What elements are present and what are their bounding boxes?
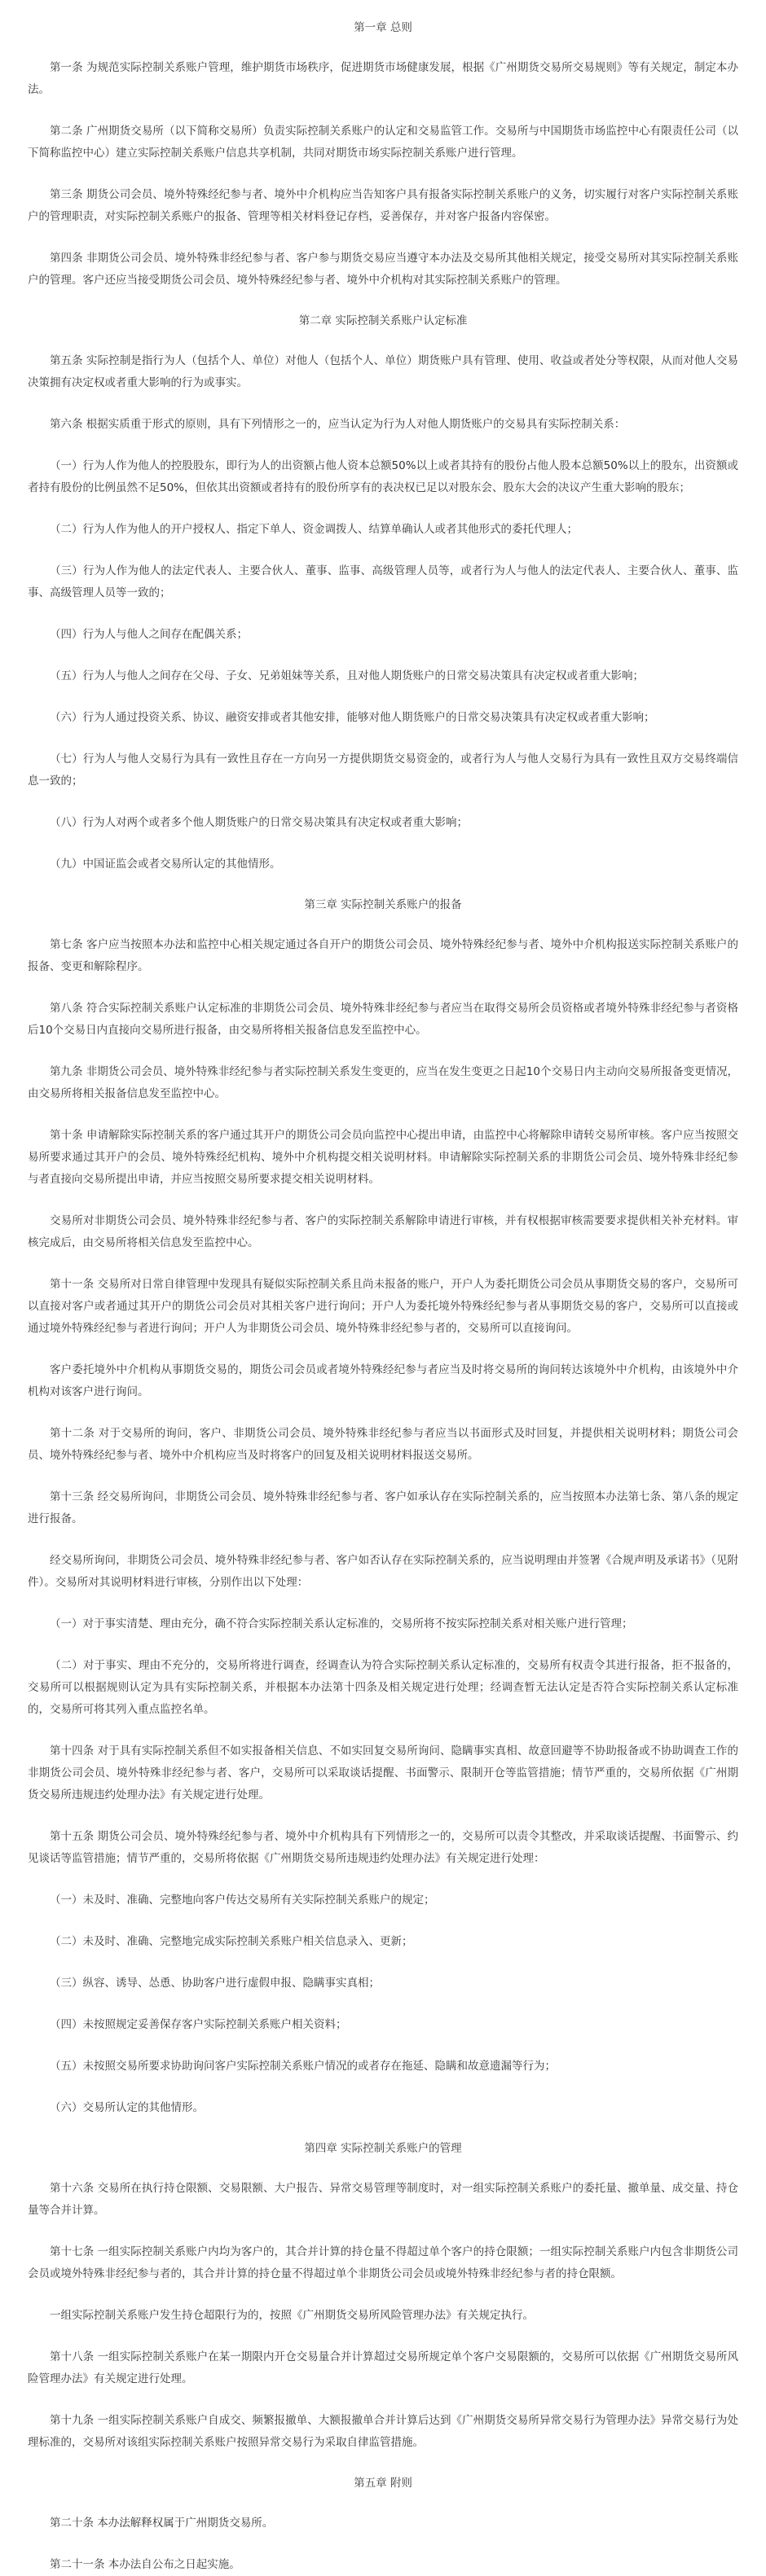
article-6-item-9: （九）中国证监会或者交易所认定的其他情形。 bbox=[50, 858, 281, 871]
article-11-para-2: 客户委托境外中介机构从事期货交易的，期货公司会员或者境外特殊经纪参与者应当及时将交易所的询问转达该境外中介机构，由该境外中介机构对该客户进行询问。 bbox=[28, 1363, 738, 1398]
article-13-item-2: （二）对于事实、理由不充分的，交易所将进行调查，经调查认为符合实际控制关系认定标准的，交易所有权责令其进行报备，拒不报备的，交易所可以根据规则认定为具有实际控制关系，并根据本办法第十四条及相关规定进行处理；经调查暂无法认定是否符合实际控制关系认定标准的，交易所可将其列入重点监控名单。 bbox=[28, 1659, 738, 1716]
article-17: 第十七条 一组实际控制关系账户内均为客户的，其合并计算的持仓量不得超过单个客户的持仓限额；一组实际控制关系账户内包含非期货公司会员或境外特殊非经纪参与者的，其合并计算的持仓量不得超过单个非期货公司会员或境外特殊非经纪参与者的持仓限额。 bbox=[28, 2245, 738, 2280]
article-14: 第十四条 对于具有实际控制关系但不如实报备相关信息、不如实回复交易所询问、隐瞒事实真相、故意回避等不协助报备或不协助调查工作的非期货公司会员、境外特殊非经纪参与者、客户，交易所可以采取谈话提醒、书面警示、限制开仓等监管措施；情节严重的，交易所依据《广州期货交易所违规违约处理办法》有关规定进行处理。 bbox=[28, 1744, 738, 1801]
article-2: 第二条 广州期货交易所（以下简称交易所）负责实际控制关系账户的认定和交易监管工作。交易所与中国期货市场监控中心有限责任公司（以下简称监控中心）建立实际控制关系账户信息共享机制，共同对期货市场实际控制关系账户进行管理。 bbox=[28, 125, 738, 160]
chapter-2-heading: 第二章 实际控制关系账户认定标准 bbox=[298, 314, 468, 327]
article-6-item-5: （五）行为人与他人之间存在父母、子女、兄弟姐妹等关系，且对他人期货账户的日常交易决策具有决定权或者重大影响； bbox=[50, 669, 644, 682]
article-6-item-1: （一）行为人作为他人的控股股东，即行为人的出资额占他人资本总额50%以上或者其持有的股份占他人股本总额50%以上的股东，出资额或者持有股份的比例虽然不足50%，但依其出资额或者持有的股份所享有的表决权已足以对股东会、股东大会的决议产生重大影响的股东； bbox=[28, 459, 738, 494]
article-13-item-1: （一）对于事实清楚、理由充分，确不符合实际控制关系认定标准的，交易所将不按实际控制关系对相关账户进行管理； bbox=[50, 1617, 633, 1630]
chapter-5-section bbox=[28, 2473, 738, 2576]
article-6-item-4: （四）行为人与他人之间存在配偶关系； bbox=[50, 628, 248, 641]
article-20: 第二十条 本办法解释权属于广州期货交易所。 bbox=[50, 2517, 274, 2530]
article-6-item-7: （七）行为人与他人交易行为具有一致性且存在一方向另一方提供期货交易资金的，或者行为人与他人交易行为具有一致性且双方交易终端信息一致的； bbox=[28, 753, 738, 788]
article-15-item-5: （五）未按照交易所要求协助询问客户实际控制关系账户情况的或者存在拖延、隐瞒和故意遗漏等行为； bbox=[50, 2060, 556, 2073]
article-6-item-8: （八）行为人对两个或者多个他人期货账户的日常交易决策具有决定权或者重大影响； bbox=[50, 816, 468, 829]
article-15-item-3: （三）纵容、诱导、怂恿、协助客户进行虚假申报、隐瞒事实真相； bbox=[50, 1977, 380, 1990]
article-5: 第五条 实际控制是指行为人（包括个人、单位）对他人（包括个人、单位）期货账户具有管理、使用、收益或者处分等权限，从而对他人交易决策拥有决定权或者重大影响的行为或事实。 bbox=[28, 354, 738, 389]
article-12: 第十二条 对于交易所的询问，客户、非期货公司会员、境外特殊非经纪参与者应当以书面形式及时回复，并提供相关说明材料；期货公司会员、境外特殊经纪参与者、境外中介机构应当及时将客户的回复及相关说明材料报送交易所。 bbox=[28, 1427, 738, 1462]
article-4: 第四条 非期货公司会员、境外特殊非经纪参与者、客户参与期货交易应当遵守本办法及交易所其他相关规定，接受交易所对其实际控制关系账户的管理。客户还应当接受期货公司会员、境外特殊经纪参与者、境外中介机构对其实际控制关系账户的管理。 bbox=[28, 252, 738, 287]
article-15-item-6: （六）交易所认定的其他情形。 bbox=[50, 2101, 204, 2114]
article-10: 第十条 申请解除实际控制关系的客户通过其开户的期货公司会员向监控中心提出申请，由监控中心将解除申请转交易所审核。客户应当按照交易所要求通过其开户的会员、境外特殊经纪机构、境外中介机构提交相关说明材料。申请解除实际控制关系的非期货公司会员、境外特殊非经纪参与者直接向交易所提出申请，并应当按照交易所要求提交相关说明材料。 bbox=[28, 1129, 738, 1186]
article-10-para-2: 交易所对非期货公司会员、境外特殊非经纪参与者、客户的实际控制关系解除申请进行审核，并有权根据审核需要要求提供相关补充材料。审核完成后，由交易所将相关信息发至监控中心。 bbox=[28, 1214, 738, 1249]
article-8: 第八条 符合实际控制关系账户认定标准的非期货公司会员、境外特殊非经纪参与者应当在取得交易所会员资格或者境外特殊非经纪参与者资格后10个交易日内直接向交易所进行报备，由交易所将相关报备信息发至监控中心。 bbox=[28, 1002, 738, 1037]
article-13: 第十三条 经交易所询问，非期货公司会员、境外特殊非经纪参与者、客户如承认存在实际控制关系的，应当按照本办法第七条、第八条的规定进行报备。 bbox=[28, 1490, 738, 1525]
article-18: 第十八条 一组实际控制关系账户在某一期限内开仓交易量合并计算超过交易所规定单个客户交易限额的，交易所可以依据《广州期货交易所风险管理办法》有关规定进行处理。 bbox=[28, 2350, 738, 2385]
article-19: 第十九条 一组实际控制关系账户自成交、频繁报撤单、大额报撤单合并计算后达到《广州期货交易所异常交易行为管理办法》异常交易行为处理标准的，交易所对该组实际控制关系账户按照异常交易行为采取自律监管措施。 bbox=[28, 2414, 738, 2449]
article-15-item-1: （一）未及时、准确、完整地向客户传达交易所有关实际控制关系账户的规定； bbox=[50, 1894, 435, 1907]
article-7: 第七条 客户应当按照本办法和监控中心相关规定通过各自开户的期货公司会员、境外特殊经纪参与者、境外中介机构报送实际控制关系账户的报备、变更和解除程序。 bbox=[28, 938, 738, 973]
article-21: 第二十一条 本办法自公布之日起实施。 bbox=[50, 2558, 240, 2571]
chapter-2-section bbox=[28, 311, 738, 875]
article-17-para-2: 一组实际控制关系账户发生持仓超限行为的，按照《广州期货交易所风险管理办法》有关规定执行。 bbox=[50, 2309, 534, 2322]
article-6-item-6: （六）行为人通过投资关系、协议、融资安排或者其他安排，能够对他人期货账户的日常交易决策具有决定权或者重大影响； bbox=[50, 711, 655, 724]
article-6-item-2: （二）行为人作为他人的开户授权人、指定下单人、资金调拨人、结算单确认人或者其他形式的委托代理人； bbox=[50, 523, 578, 536]
chapter-5-heading: 第五章 附则 bbox=[354, 2477, 412, 2490]
article-15-item-2: （二）未及时、准确、完整地完成实际控制关系账户相关信息录入、更新； bbox=[50, 1935, 413, 1948]
chapter-3-heading: 第三章 实际控制关系账户的报备 bbox=[304, 898, 462, 911]
chapter-4-heading: 第四章 实际控制关系账户的管理 bbox=[304, 2142, 462, 2155]
article-15-item-4: （四）未按照规定妥善保存客户实际控制关系账户相关资料； bbox=[50, 2018, 347, 2031]
article-11: 第十一条 交易所对日常自律管理中发现具有疑似实际控制关系且尚未报备的账户，开户人为委托期货公司会员从事期货交易的客户，交易所可以直接对客户或者通过其开户的期货公司会员对其相关客户进行询问；开户人为委托境外特殊经纪参与者从事期货交易的客户，交易所可以直接或通过境外特殊经纪参与者进行询问；开户人为非期货公司会员、境外特殊非经纪参与者的，交易所可以直接询问。 bbox=[28, 1278, 738, 1335]
article-6: 第六条 根据实质重于形式的原则，具有下列情形之一的，应当认定为行为人对他人期货账户的交易具有实际控制关系： bbox=[50, 418, 626, 431]
article-1: 第一条 为规范实际控制关系账户管理，维护期货市场秩序，促进期货市场健康发展，根据《广州期货交易所交易规则》等有关规定，制定本办法。 bbox=[28, 61, 738, 96]
article-3: 第三条 期货公司会员、境外特殊经纪参与者、境外中介机构应当告知客户具有报备实际控制关系账户的义务，切实履行对客户实际控制关系账户的管理职责，对实际控制关系账户的报备、管理等相关材料登记存档，妥善保存，并对客户报备内容保密。 bbox=[28, 188, 738, 223]
chapter-1-heading: 第一章 总则 bbox=[354, 21, 412, 34]
chapter-1-section bbox=[28, 18, 738, 292]
article-13-para-2: 经交易所询问，非期货公司会员、境外特殊非经纪参与者、客户如否认存在实际控制关系的，应当说明理由并签署《合规声明及承诺书》（见附件）。交易所对其说明材料进行审核，分别作出以下处理： bbox=[28, 1554, 738, 1589]
chapter-4-section bbox=[28, 2139, 738, 2454]
article-16: 第十六条 交易所在执行持仓限额、交易限额、大户报告、异常交易管理等制度时，对一组实际控制关系账户的委托量、撤单量、成交量、持仓量等合并计算。 bbox=[28, 2182, 738, 2217]
chapter-3-section bbox=[28, 895, 738, 2119]
article-9: 第九条 非期货公司会员、境外特殊非经纪参与者实际控制关系发生变更的，应当在发生变更之日起10个交易日内主动向交易所报备变更情况，由交易所将相关报备信息发至监控中心。 bbox=[28, 1065, 738, 1100]
article-15: 第十五条 期货公司会员、境外特殊经纪参与者、境外中介机构具有下列情形之一的，交易所可以责令其整改，并采取谈话提醒、书面警示、约见谈话等监管措施；情节严重的，交易所将依据《广州期货交易所违规违约处理办法》有关规定进行处理： bbox=[28, 1830, 738, 1865]
article-6-item-3: （三）行为人作为他人的法定代表人、主要合伙人、董事、监事、高级管理人员等，或者行为人与他人的法定代表人、主要合伙人、董事、监事、高级管理人员等一致的； bbox=[28, 564, 738, 599]
